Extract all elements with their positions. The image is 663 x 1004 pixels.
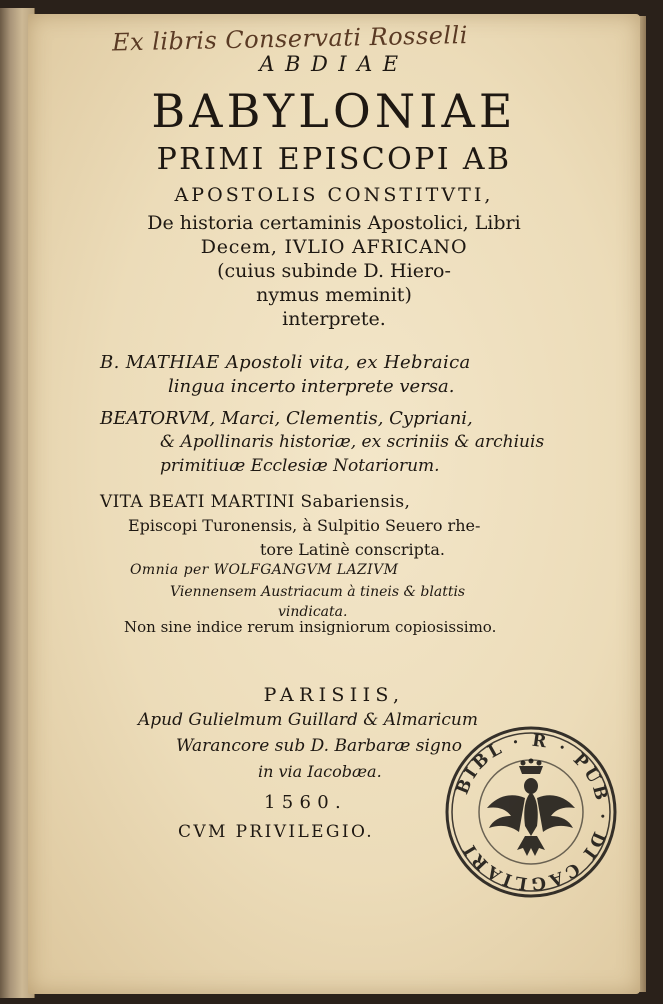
imprint-printer-1: Apud Gulielmum Guillard & Almaricum — [138, 710, 478, 730]
beatorum-line-2: & Apollinaris historiæ, ex scriniis & archiuis — [160, 432, 545, 452]
mathiae-line-2: lingua incerto interprete versa. — [168, 376, 455, 397]
author-line: ABDIAE — [259, 52, 409, 76]
beatorum-line-3: primitiuæ Ecclesiæ Notariorum. — [160, 456, 440, 476]
stamp-legend: BIBL · R · PUB · DI CAGLIARI — [452, 730, 613, 894]
library-stamp — [443, 724, 619, 900]
title-line-5: Decem, IVLIO AFRICANO — [200, 236, 468, 258]
imprint-printer-3: in via Iacobæa. — [258, 762, 382, 781]
imprint-year: 1560. — [264, 792, 348, 813]
title-line-4: De historia certaminis Apostolici, Libri — [147, 212, 521, 234]
title-line-2: PRIMI EPISCOPI AB — [156, 142, 512, 177]
imprint-privilege: CVM PRIVILEGIO. — [178, 822, 375, 842]
index-line: Non sine indice rerum insigniorum copiosissimo. — [124, 618, 497, 636]
omnia-line-1: Omnia per WOLFGANGVM LAZIVM — [130, 562, 399, 578]
eagle-icon — [487, 759, 575, 857]
imprint-city: PARISIIS, — [263, 684, 405, 706]
beatorum-line-1: BEATORVM, Marci, Clementis, Cypriani, — [100, 408, 473, 429]
imprint-printer-2: Warancore sub D. Barbaræ signo — [176, 736, 462, 756]
martini-line-3: tore Latinè conscripta. — [260, 540, 445, 559]
omnia-line-2: Viennensem Austriacum à tineis & blattis — [170, 584, 466, 600]
omnia-line-3: vindicata. — [278, 604, 348, 620]
mathiae-line-1: B. MATHIAE Apostoli vita, ex Hebraica — [100, 352, 471, 373]
title-line-8: interprete. — [282, 308, 386, 330]
title-line-6: (cuius subinde D. Hiero- — [217, 260, 451, 282]
martini-line-2: Episcopi Turonensis, à Sulpitio Seuero rhe- — [128, 516, 481, 535]
title-line-1: BABYLONIAE — [151, 84, 517, 138]
title-line-7: nymus meminit) — [256, 284, 412, 306]
martini-line-1: VITA BEATI MARTINI Sabariensis, — [100, 492, 411, 512]
provenance-inscription: Ex libris Conservati Rosselli — [111, 21, 469, 57]
title-line-3: APOSTOLIS CONSTITVTI, — [174, 184, 494, 206]
